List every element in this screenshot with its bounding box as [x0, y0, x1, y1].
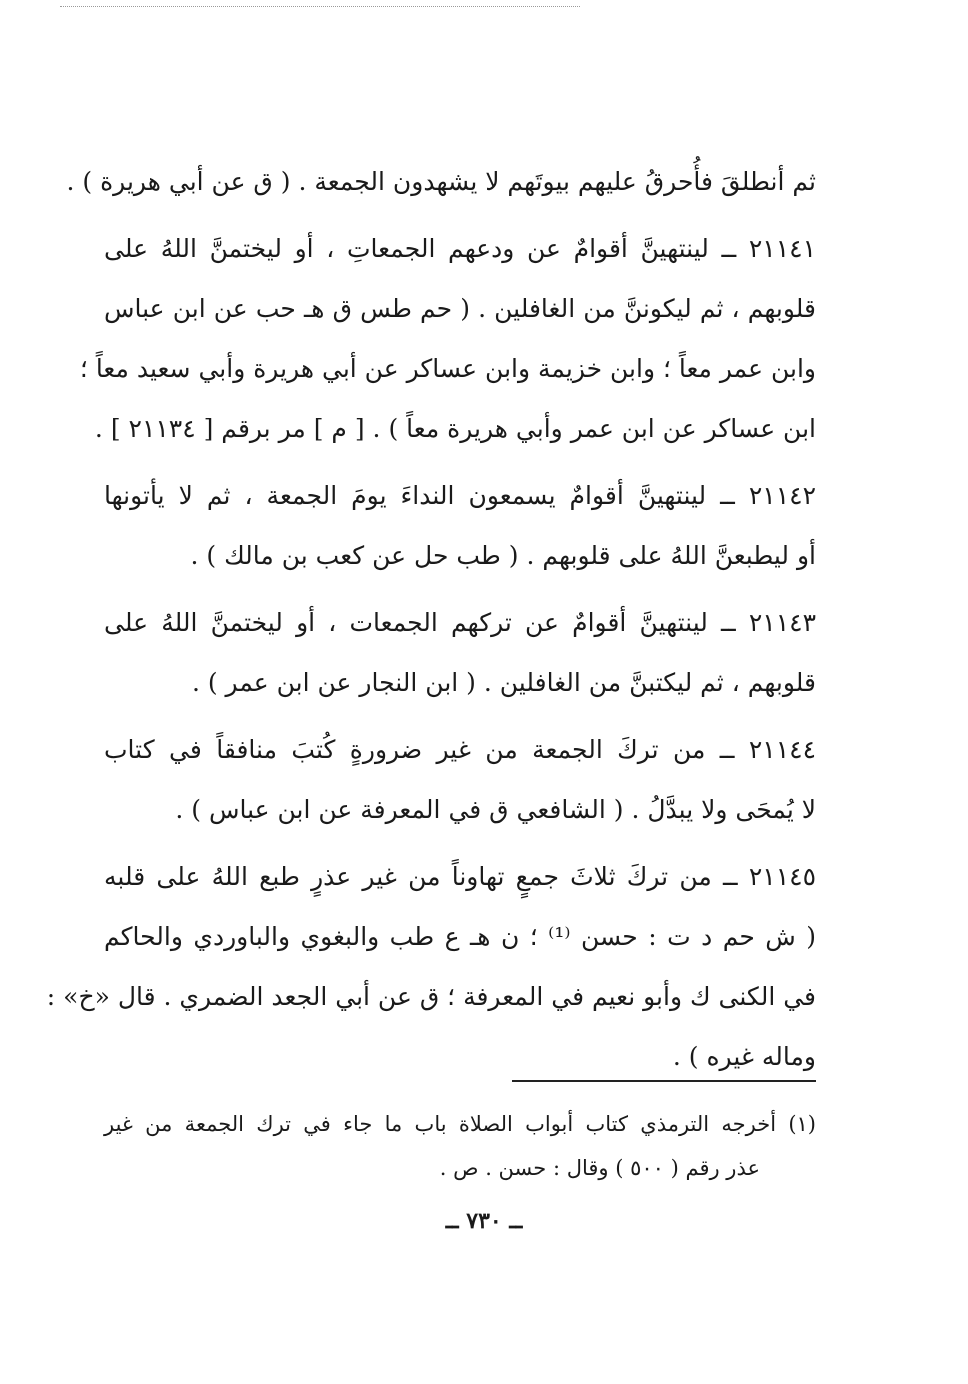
text-line: قلوبهم ، ثم ليكوننَّ من الغافلين . ( حم طس ق هـ حب عن ابن عباس [104, 294, 816, 323]
text-line: ٢١١٤٣ ــ لينتهينَّ أقوامٌ عن تركهم الجمعات ، أو ليختمنَّ اللهُ على [104, 608, 816, 637]
page-number: ــ ٧٣٠ ــ [445, 1208, 523, 1234]
top-edge-rule [60, 6, 580, 7]
main-text [46, 152, 816, 1087]
text-line: في الكنى ك وأبو نعيم في المعرفة ؛ ق عن أبي الجعد الضمري . قال «خ» : [46, 982, 816, 1011]
footnote-separator [512, 1080, 816, 1082]
text-line: ابن عساكر عن ابن عمر وأبي هريرة معاً ) . [ م ] مر برقم [ ٢١١٣٤ ] . [94, 414, 816, 443]
text-line: أو ليطبعنَّ اللهُ على قلوبهم . ( طب حل عن كعب بن مالك ) . [190, 541, 816, 570]
text-line: ٢١١٤٢ ــ لينتهينَّ أقوامٌ يسمعون النداءَ يومَ الجمعة ، ثم لا يأتونها [104, 481, 816, 510]
text-line: ٢١١٤١ ــ لينتهينَّ أقوامٌ عن ودعهم الجمعاتِ ، أو ليختمنَّ اللهُ على [104, 234, 816, 263]
footnote-line: عذر رقم ( ٥٠٠ ) وقال : حسن . ص . [439, 1156, 760, 1180]
text-line: قلوبهم ، ثم ليكتبنَّ من الغافلين . ( ابن النجار عن ابن عمر ) . [191, 668, 816, 697]
text-line: ٢١١٤٤ ــ من تركَ الجمعة من غير ضرورةٍ كُتبَ منافقاً في كتاب [104, 735, 816, 764]
text-line: لا يُمحَى ولا يبدَّلُ . ( الشافعي ق في المعرفة عن ابن عباس ) . [175, 795, 816, 824]
text-line: ( ش حم د ت : حسن ⁽¹⁾ ؛ ن هـ ع طب والبغوي والباوردي والحاكم [104, 922, 816, 951]
text-line: وابن عمر معاً ؛ وابن خزيمة وابن عساكر عن أبي هريرة وأبي سعيد معاً ؛ [79, 354, 816, 383]
text-line: ٢١١٤٥ ــ من تركَ ثلاثَ جمعٍ تهاوناً من غير عذرٍ طبع اللهُ على قلبه [104, 862, 816, 891]
text-line: ثم أنطلقَ فأُحرقُ عليهم بيوتَهم لا يشهدون الجمعة . ( ق عن أبي هريرة ) . [66, 167, 816, 196]
footnote-line: (١) أخرجه الترمذي كتاب أبواب الصلاة باب ما جاء في ترك الجمعة من غير [104, 1112, 816, 1136]
text-line: وماله غيره ) . [672, 1042, 816, 1071]
footnotes [104, 1102, 816, 1190]
